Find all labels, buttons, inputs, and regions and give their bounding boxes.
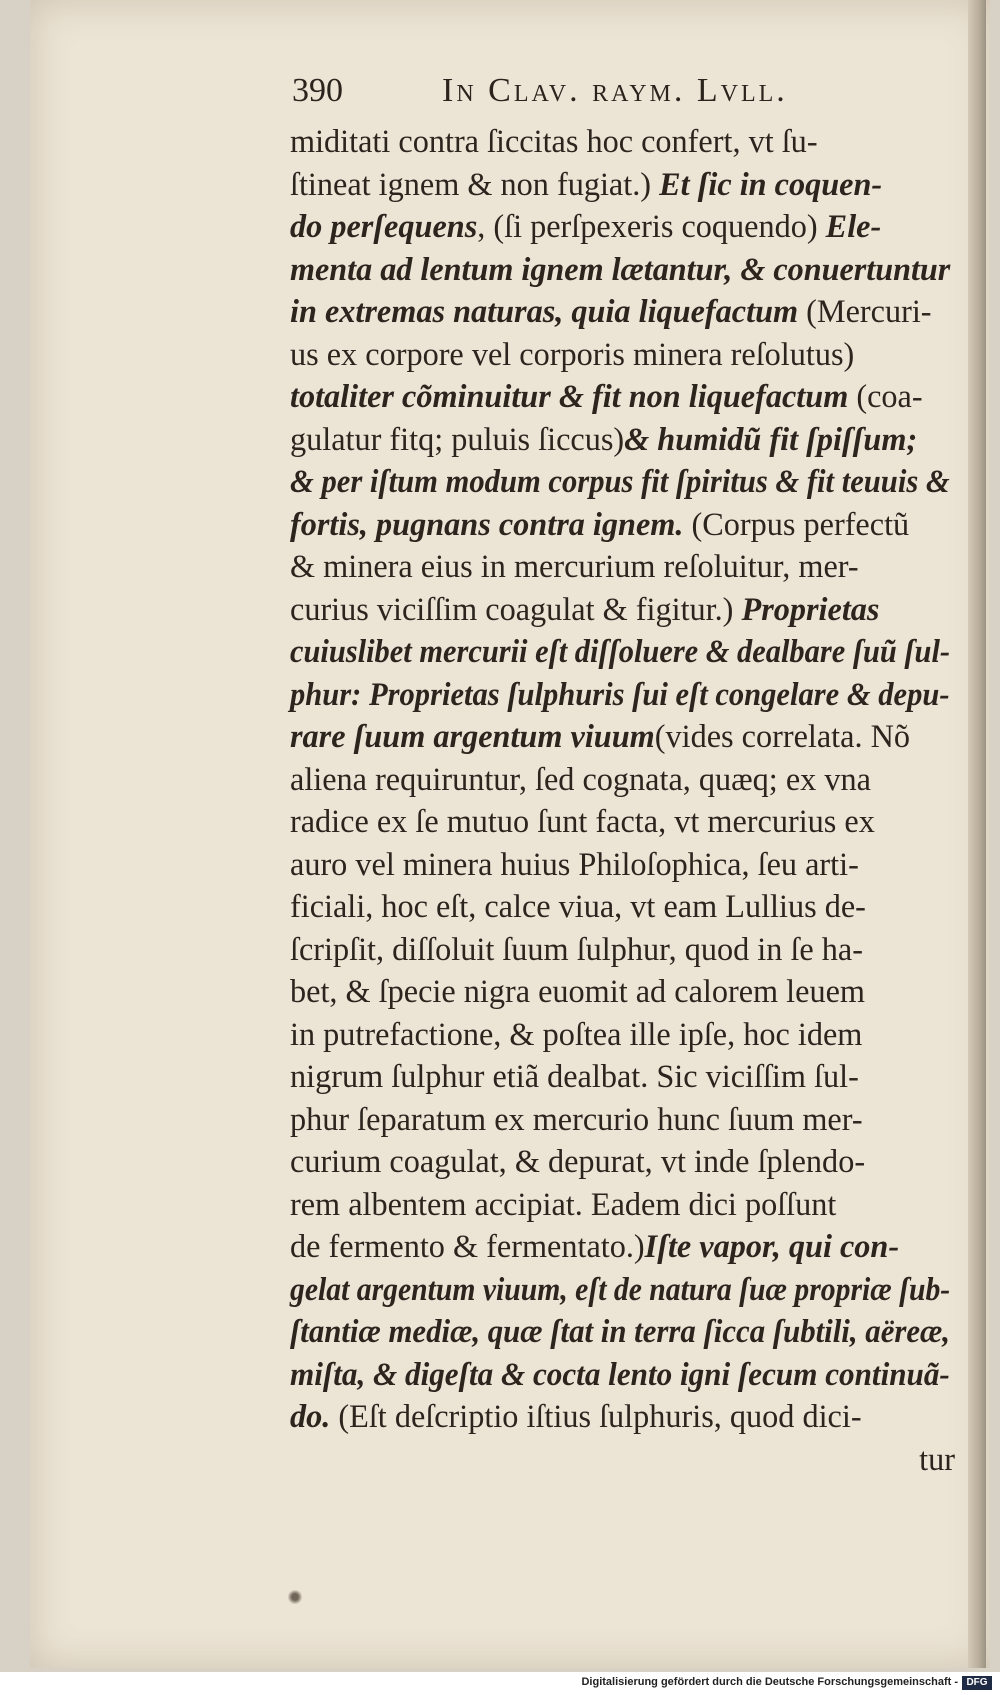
roman-text: aliena requiruntur, ſed cognata, quæq; ex vna <box>290 761 871 798</box>
roman-text: nigrum ſulphur etiã dealbat. Sic viciſſim ſul- <box>290 1059 859 1095</box>
italic-text: & humidũ fit ſpiſſum; <box>624 421 918 458</box>
text-line <box>290 461 950 504</box>
italic-text: totaliter cõminuitur & fit non liquefactum <box>290 379 857 415</box>
roman-text: de fermento & fermentato.) <box>290 1229 645 1265</box>
italic-text: Iſte vapor, qui con- <box>644 1229 900 1265</box>
digitization-note: Digitalisierung gefördert durch die Deutsche Forschungsgemeinschaft - <box>581 1676 958 1688</box>
running-head: In Clav. raym. Lvll. <box>442 72 788 109</box>
page-number: 390 <box>292 72 343 109</box>
text-line <box>290 1311 951 1354</box>
roman-text: (Corpus perfectũ <box>691 506 910 543</box>
text-line <box>295 1439 955 1482</box>
italic-text: gelat argentum viuum, eſt de natura ſuæ propriæ ſub- <box>290 1271 951 1308</box>
roman-text: bet, & ſpecie nigra euomit ad calorem leuem <box>290 974 866 1010</box>
dfg-logo: DFG <box>962 1676 992 1690</box>
italic-text: do. <box>290 1399 339 1435</box>
roman-text: (coa- <box>856 379 923 415</box>
italic-text: miſta, & digeſta & cocta lento igni ſecum continuã- <box>290 1356 950 1393</box>
text-line <box>290 1099 950 1142</box>
roman-text: tur <box>919 1441 955 1478</box>
italic-text: Proprietas <box>741 591 880 628</box>
body-text <box>290 121 955 1481</box>
text-line <box>290 334 950 377</box>
text-line <box>290 1226 950 1269</box>
roman-text: in putrefactione, & poſtea ille ipſe, hoc idem <box>290 1016 863 1053</box>
text-line <box>290 886 950 929</box>
roman-text: curium coagulat, & depurat, vt inde ſplendo- <box>290 1144 866 1180</box>
italic-text: Et ſic in coquen- <box>659 166 883 203</box>
italic-text: phur: Proprietas ſulphuris ſui eſt congelare & depu- <box>290 676 950 713</box>
text-line <box>290 1269 951 1312</box>
text-line <box>290 1184 950 1227</box>
italic-text: & per iſtum modum corpus fit ſpiritus & fit teuuis & <box>290 464 950 500</box>
roman-text: rem albentem accipiat. Eadem dici poſſunt <box>290 1186 837 1223</box>
text-line <box>290 589 950 632</box>
text-line <box>290 249 951 292</box>
text-line <box>290 631 951 674</box>
italic-text: in extremas naturas, quia liquefactum <box>290 294 807 330</box>
page-edge <box>968 0 986 1668</box>
roman-text: (Mercuri- <box>806 294 932 330</box>
text-line <box>290 801 950 844</box>
roman-text: auro vel minera huius Philoſophica, ſeu arti- <box>290 846 859 883</box>
text-line <box>290 504 950 547</box>
text-line <box>290 971 950 1014</box>
text-line <box>290 546 950 589</box>
italic-text: menta ad lentum ignem lætantur, & conuertuntur <box>290 251 951 288</box>
italic-text: rare ſuum argentum viuum <box>290 719 655 755</box>
italic-text: ſtantiæ mediæ, quæ ſtat in terra ſicca ſubtili, aëreæ, <box>290 1314 951 1350</box>
text-line <box>290 376 950 419</box>
roman-text: radice ex ſe mutuo ſunt facta, vt mercurius ex <box>290 804 875 840</box>
roman-text: us ex corpore vel corporis minera reſolutus) <box>290 336 855 373</box>
roman-text: ficiali, hoc eſt, calce viua, vt eam Lullius de- <box>290 889 866 925</box>
roman-text: (vides correlata. Nõ <box>654 719 911 755</box>
text-line <box>290 1056 950 1099</box>
text-line <box>290 164 950 207</box>
text-line <box>290 929 950 972</box>
roman-text: miditati contra ſiccitas hoc confert, vt ſu- <box>290 124 818 160</box>
ink-smudge <box>287 1590 303 1604</box>
italic-text: do perſequens <box>290 209 478 245</box>
roman-text: ſcripſit, diſſoluit ſuum ſulphur, quod in ſe ha- <box>290 931 863 968</box>
page-header <box>292 72 882 116</box>
italic-text: Ele- <box>825 209 882 245</box>
roman-text: gulatur fitq; puluis ſiccus) <box>290 421 625 458</box>
text-line <box>290 674 950 717</box>
roman-text: curius viciſſim coagulat & figitur.) <box>290 591 742 628</box>
text-line <box>290 844 950 887</box>
italic-text: fortis, pugnans contra ignem. <box>290 506 692 543</box>
roman-text: & minera eius in mercurium reſoluitur, mer- <box>290 549 859 585</box>
text-line <box>290 419 950 462</box>
roman-text: , (ſi perſpexeris coquendo) <box>477 209 826 245</box>
text-line <box>290 121 950 164</box>
text-line <box>290 1014 950 1057</box>
text-line <box>290 1396 950 1439</box>
text-line <box>290 291 950 334</box>
text-line <box>290 759 950 802</box>
roman-text: phur ſeparatum ex mercurio hunc ſuum mer- <box>290 1101 863 1138</box>
text-line <box>290 1354 950 1397</box>
text-line <box>290 1141 950 1184</box>
text-line <box>290 716 950 759</box>
text-line <box>290 206 950 249</box>
roman-text: ſtineat ignem & non fugiat.) <box>290 166 660 203</box>
roman-text: (Eſt deſcriptio iſtius ſulphuris, quod dici- <box>338 1399 862 1435</box>
italic-text: cuiuslibet mercurii eſt diſſoluere & dealbare ſuũ ſul- <box>290 634 951 670</box>
